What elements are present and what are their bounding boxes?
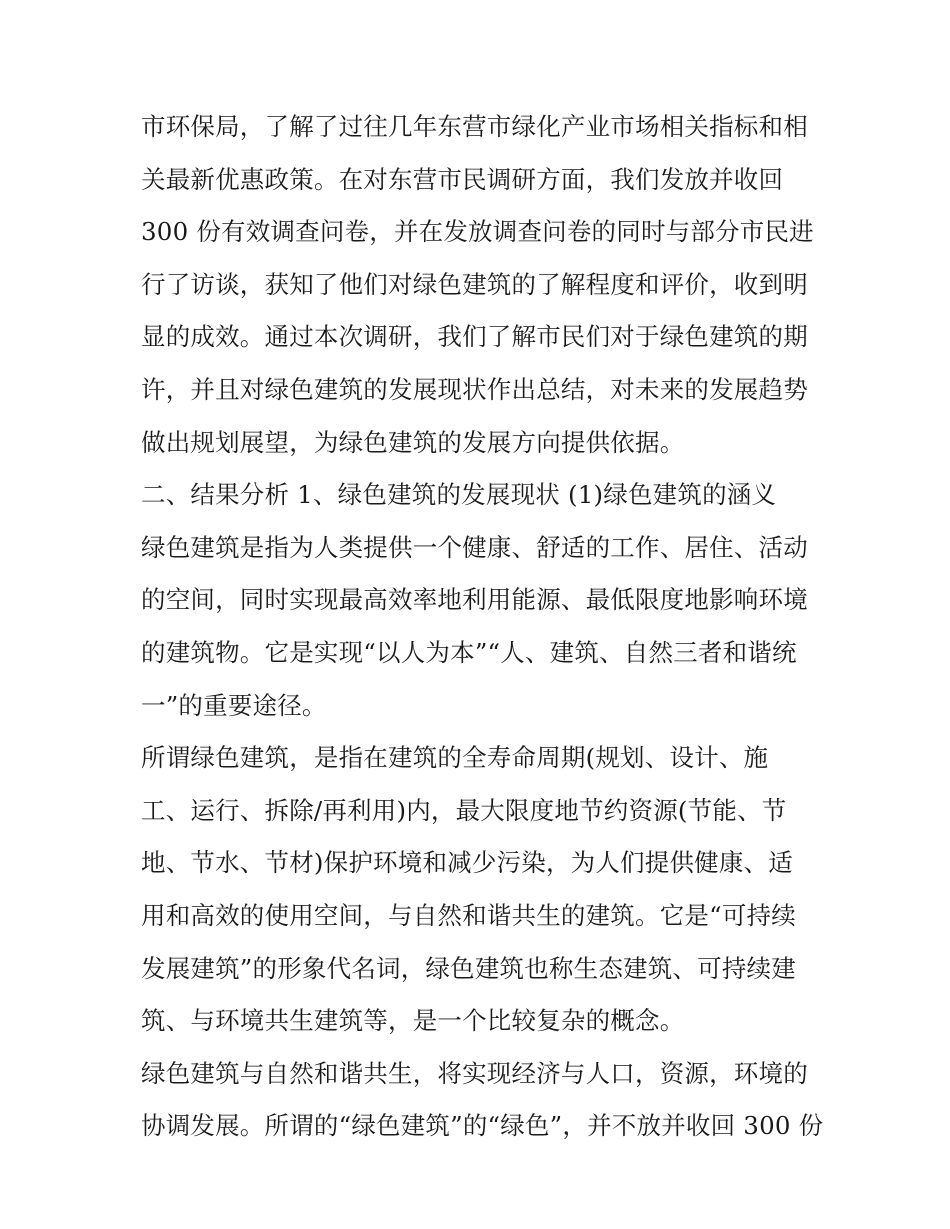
text-line: 显的成效。通过本次调研，我们了解市民们对于绿色建筑的期 xyxy=(141,322,808,352)
text-line: 绿色建筑是指为人类提供一个健康、舒适的工作、居住、活动 xyxy=(141,532,808,562)
text-line: 工、运行、拆除/再利用)内，最大限度地节约资源(节能、节 xyxy=(141,795,787,825)
text-line: 许，并且对绿色建筑的发展现状作出总结，对未来的发展趋势 xyxy=(141,374,808,404)
text-line: 用和高效的使用空间，与自然和谐共生的建筑。它是“可持续 xyxy=(141,900,796,930)
text-line: 300 份有效调查问卷，并在发放调查问卷的同时与部分市民进 xyxy=(141,217,814,247)
text-line: 筑、与环境共生建筑等，是一个比较复杂的概念。 xyxy=(141,1006,685,1036)
text-line: 协调发展。所谓的“绿色建筑”的“绿色”，并不放并收回 300 份 xyxy=(141,1111,824,1141)
text-line: 一”的重要途径。 xyxy=(141,690,327,720)
text-line: 行了访谈，获知了他们对绿色建筑的了解程度和评价，收到明 xyxy=(141,269,808,299)
text-line: 所谓绿色建筑，是指在建筑的全寿命周期(规划、设计、施 xyxy=(141,743,769,773)
text-line: 做出规划展望，为绿色建筑的发展方向提供依据。 xyxy=(141,427,685,457)
text-line: 的建筑物。它是实现“以人为本”“人、建筑、自然三者和谐统 xyxy=(141,637,797,667)
text-line: 发展建筑”的形象代名词，绿色建筑也称生态建筑、可持续建 xyxy=(141,953,796,983)
text-line: 绿色建筑与自然和谐共生，将实现经济与人口，资源，环境的 xyxy=(141,1058,808,1088)
text-line: 关最新优惠政策。在对东营市民调研方面，我们发放并收回 xyxy=(141,164,784,194)
text-line: 地、节水、节材)保护环境和减少污染，为人们提供健康、适 xyxy=(141,848,793,878)
text-line: 的空间，同时实现最高效率地利用能源、最低限度地影响环境 xyxy=(141,585,808,615)
section-heading-line: 二、结果分析 1、绿色建筑的发展现状 (1)绿色建筑的涵义 xyxy=(141,480,777,510)
text-line: 市环保局，了解了过往几年东营市绿化产业市场相关指标和相 xyxy=(141,112,808,141)
document-body xyxy=(141,101,824,1153)
